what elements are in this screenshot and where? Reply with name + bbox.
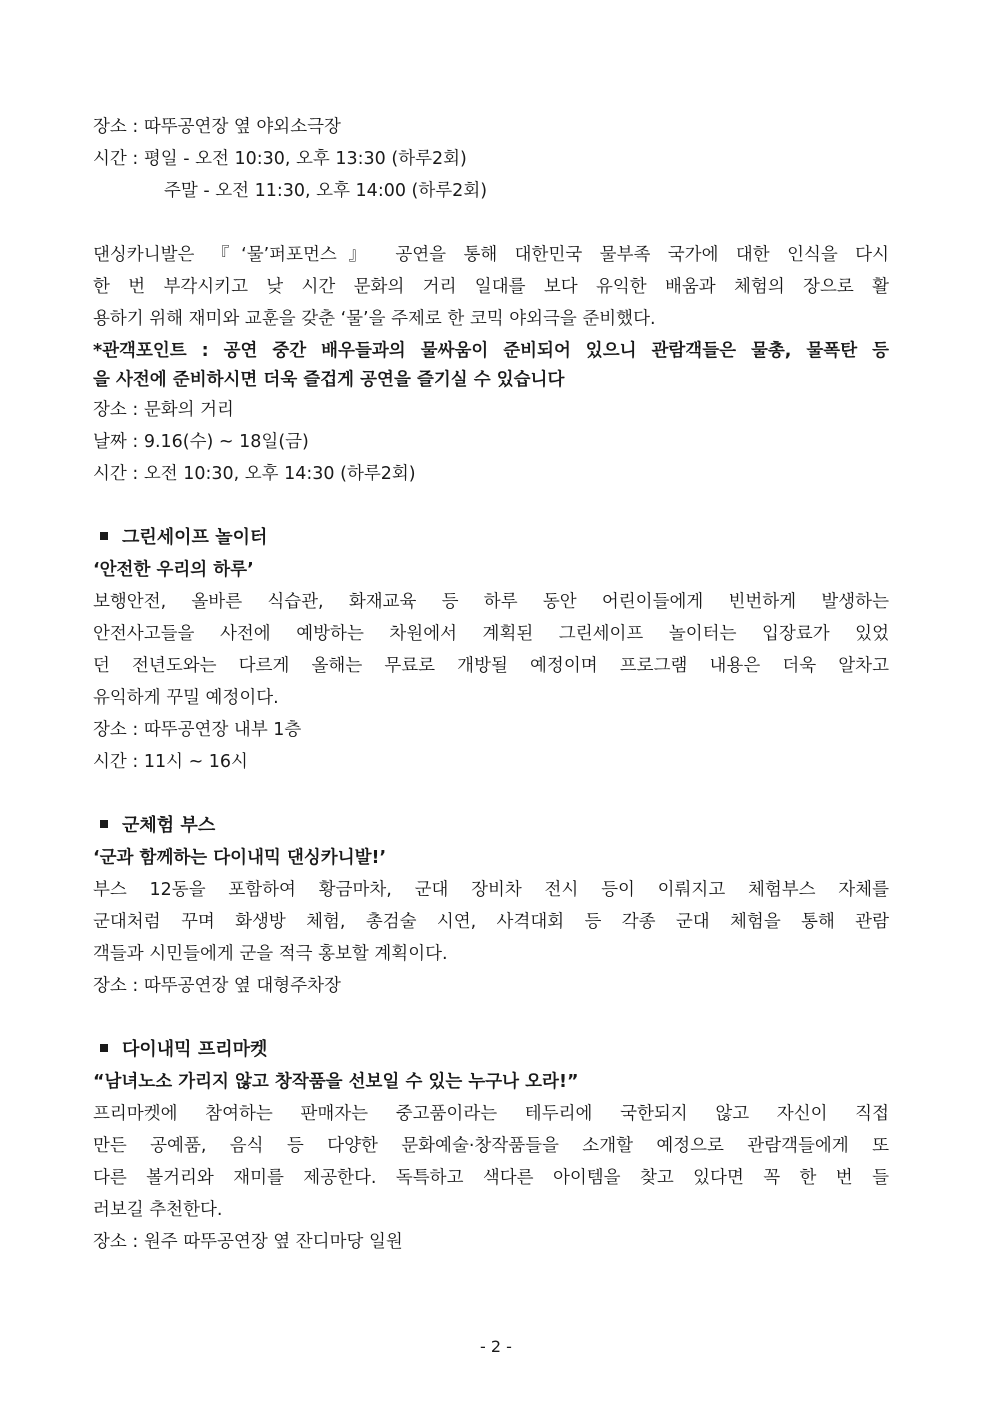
bullet-square-icon [100, 820, 108, 828]
section-subtitle: ‘안전한 우리의 하루’ [93, 560, 254, 580]
section-subtitle: “남녀노소 가리지 않고 창작품을 선보일 수 있는 누구나 오라!” [93, 1072, 579, 1092]
section-heading-military: 군체험 부스 [100, 814, 896, 838]
paragraph-line: 유익하게 꾸밀 예정이다. [93, 688, 279, 708]
date-line: 날짜 : 9.16(수) ~ 18일(금) [93, 432, 309, 452]
section-heading-flea-market: 다이내믹 프리마켓 [100, 1038, 896, 1062]
venue-line: 장소 : 따뚜공연장 옆 야외소극장 [93, 117, 341, 137]
venue-line: 장소 : 따뚜공연장 옆 대형주차장 [93, 976, 341, 996]
paragraph-line: 한 번 부각시키고 낮 시간 문화의 거리 일대를 보다 유익한 배움과 체험의 장으로 활 [93, 277, 889, 297]
page-number: - 2 - [480, 1337, 512, 1356]
bullet-square-icon [100, 532, 108, 540]
paragraph-line: 프리마켓에 참여하는 판매자는 중고품이라는 테두리에 국한되지 않고 자신이 직접 [93, 1104, 889, 1124]
audience-point-line: *관객포인트 : 공연 중간 배우들과의 물싸움이 준비되어 있으니 관람객들은 물총, 물폭탄 등 [93, 341, 889, 361]
time-line: 시간 : 11시 ~ 16시 [93, 752, 248, 772]
paragraph-line: 군대처럼 꾸며 화생방 체험, 총검술 시연, 사격대회 등 각종 군대 체험을 통해 관람 [93, 912, 889, 932]
paragraph-line: 만든 공예품, 음식 등 다양한 문화예술·창작품들을 소개할 예정으로 관람객들에게 또 [93, 1136, 889, 1156]
venue-line: 장소 : 문화의 거리 [93, 400, 234, 420]
section-subtitle: ‘군과 함께하는 다이내믹 댄싱카니발!’ [93, 848, 387, 868]
time-line: 시간 : 오전 10:30, 오후 14:30 (하루2회) [93, 464, 416, 484]
section-heading-green-safe: 그린세이프 놀이터 [100, 526, 896, 550]
venue-line: 장소 : 원주 따뚜공연장 옆 잔디마당 일원 [93, 1232, 403, 1252]
time-line-weekend: 주말 - 오전 11:30, 오후 14:00 (하루2회) [164, 181, 488, 201]
paragraph-line: 댄싱카니발은 『‘물’퍼포먼스』 공연을 통해 대한민국 물부족 국가에 대한 인식을 다시 [93, 245, 889, 265]
venue-line: 장소 : 따뚜공연장 내부 1층 [93, 720, 302, 740]
paragraph-line: 객들과 시민들에게 군을 적극 홍보할 계획이다. [93, 944, 448, 964]
time-line: 시간 : 평일 - 오전 10:30, 오후 13:30 (하루2회) [93, 149, 467, 169]
paragraph-line: 러보길 추천한다. [93, 1200, 223, 1220]
paragraph-line: 부스 12동을 포함하여 황금마차, 군대 장비차 전시 등이 이뤄지고 체험부스 자체를 [93, 880, 889, 900]
paragraph-line: 안전사고들을 사전에 예방하는 차원에서 계획된 그린세이프 놀이터는 입장료가 있었 [93, 624, 889, 644]
audience-point-line: 을 사전에 준비하시면 더욱 즐겁게 공연을 즐기실 수 있습니다 [93, 370, 565, 390]
paragraph-line: 용하기 위해 재미와 교훈을 갖춘 ‘물’을 주제로 한 코믹 야외극을 준비했다. [93, 309, 656, 329]
paragraph-line: 다른 볼거리와 재미를 제공한다. 독특하고 색다른 아이템을 찾고 있다면 꼭 한 번 들 [93, 1168, 889, 1188]
paragraph-line: 보행안전, 올바른 식습관, 화재교육 등 하루 동안 어린이들에게 빈번하게 발생하는 [93, 592, 889, 612]
paragraph-line: 던 전년도와는 다르게 올해는 무료로 개방될 예정이며 프로그램 내용은 더욱 알차고 [93, 656, 889, 676]
bullet-square-icon [100, 1044, 108, 1052]
